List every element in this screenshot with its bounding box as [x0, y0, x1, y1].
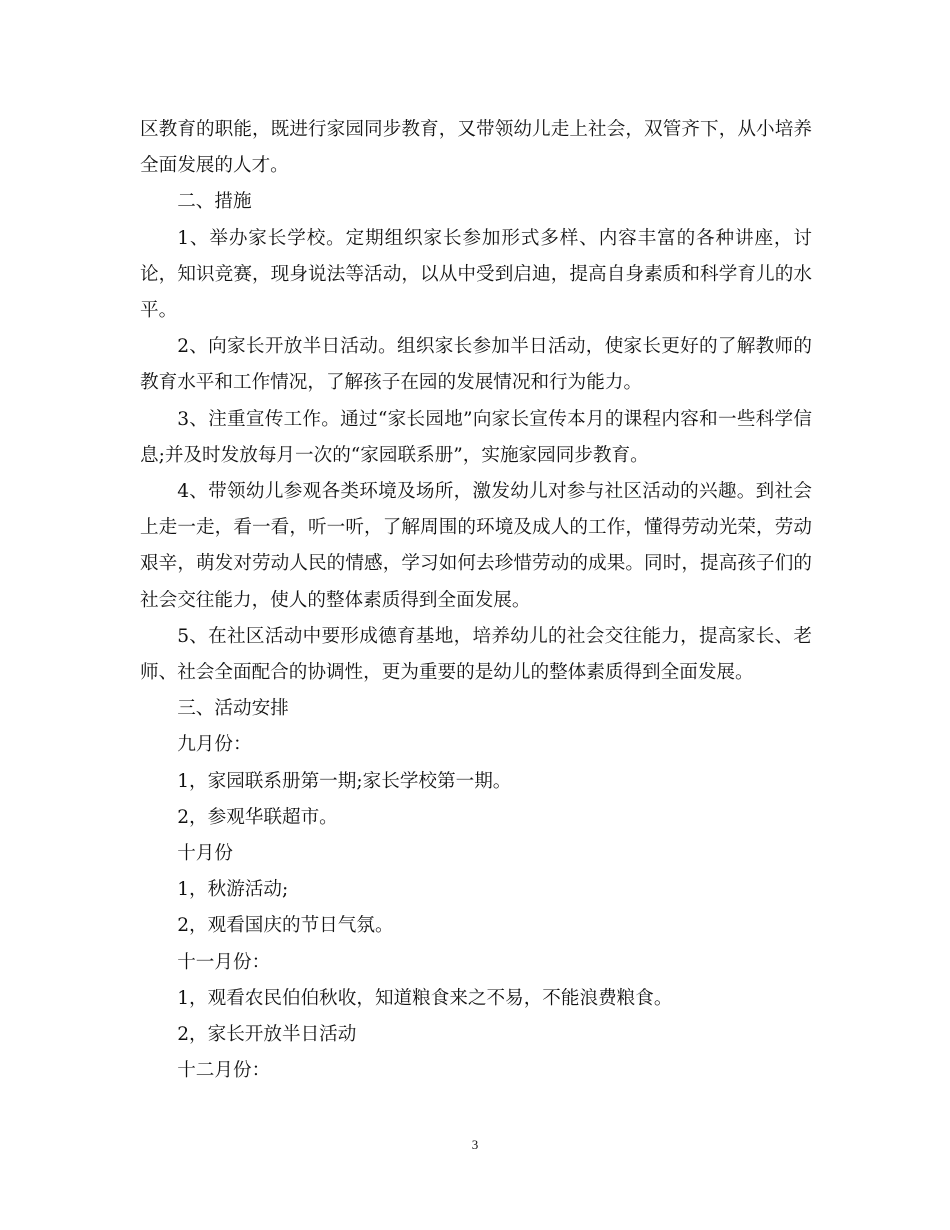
month-heading-october: 十月份 [177, 843, 233, 865]
month-heading-december: 十二月份： [177, 1060, 271, 1082]
paragraph-measure-1: 1、举办家长学校。定期组织家长参加形式多样、内容丰富的各种讲座，讨论，知识竞赛，现身说法等活动，以从中受到启迪，提高自身素质和科学育儿的水平。 [140, 227, 812, 322]
list-item: 1，家园联系册第一期;家长学校第一期。 [177, 770, 512, 792]
section-heading-schedule: 三、活动安排 [177, 698, 289, 720]
list-item: 1，秋游活动; [177, 879, 289, 901]
list-item: 2，观看国庆的节日气氛。 [177, 915, 394, 937]
month-heading-september: 九月份： [177, 734, 252, 756]
list-item: 1，观看农民伯伯秋收，知道粮食来之不易，不能浪费粮食。 [177, 987, 673, 1009]
paragraph-measure-4: 4、带领幼儿参观各类环境及场所，激发幼儿对参与社区活动的兴趣。到社会上走一走，看一看，听一听，了解周围的环境及成人的工作，懂得劳动光荣，劳动艰辛，萌发对劳动人民的情感，学习如何去珍惜劳动的成果。同时，提高孩子们的社会交往能力，使人的整体素质得到全面发展。 [140, 481, 812, 611]
month-heading-november: 十一月份： [177, 951, 271, 973]
section-heading-measures: 二、措施 [177, 191, 252, 213]
paragraph-measure-5: 5、在社区活动中要形成德育基地，培养幼儿的社会交往能力，提高家长、老师、社会全面配合的协调性，更为重要的是幼儿的整体素质得到全面发展。 [140, 625, 812, 684]
paragraph-continuation: 区教育的职能，既进行家园同步教育，又带领幼儿走上社会，双管齐下，从小培养全面发展的人才。 [140, 119, 812, 177]
page-number: 3 [471, 1137, 479, 1152]
paragraph-measure-2: 2、向家长开放半日活动。组织家长参加半日活动，使家长更好的了解教师的教育水平和工作情况，了解孩子在园的发展情况和行为能力。 [140, 336, 812, 394]
list-item: 2，参观华联超市。 [177, 806, 338, 828]
list-item: 2，家长开放半日活动 [177, 1024, 357, 1046]
paragraph-measure-3: 3、注重宣传工作。通过“家长园地”向家长宣传本月的课程内容和一些科学信息;并及时发放每月一次的“家园联系册”，实施家园同步教育。 [140, 408, 812, 466]
document-body [140, 112, 812, 1089]
